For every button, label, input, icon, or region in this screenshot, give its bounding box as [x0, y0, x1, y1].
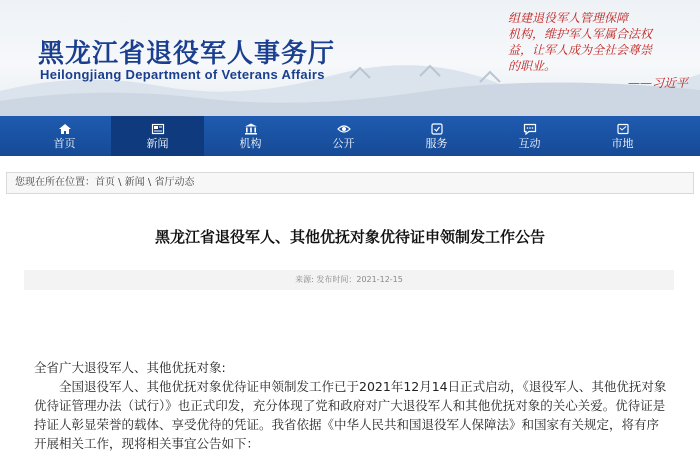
nav-item-interaction[interactable]: [483, 116, 576, 156]
nav-item-organization[interactable]: [204, 116, 297, 156]
building-icon: [244, 123, 258, 135]
article-salutation: 全省广大退役军人、其他优抚对象:: [34, 360, 226, 375]
article-body: [34, 358, 668, 453]
quote-line: 的职业。: [508, 59, 557, 73]
nav-item-cities[interactable]: [576, 116, 669, 156]
quote-line: 组建退役军人管理保障: [508, 11, 629, 25]
quote-author: ——习近平: [627, 76, 688, 90]
nav-label: 首页: [53, 136, 76, 150]
map-icon: [616, 123, 630, 135]
site-title[interactable]: 黑龙江省退役军人事务厅: [38, 39, 336, 69]
breadcrumb-link-news[interactable]: 新闻: [124, 177, 145, 188]
quote-line: 益，让军人成为全社会尊崇: [508, 43, 653, 57]
article-title: 黑龙江省退役军人、其他优抚对象优待证申领制发工作公告: [154, 228, 545, 246]
site-title-english: Heilongjiang Department of Veterans Affairs: [40, 67, 325, 82]
breadcrumb-link-home[interactable]: 首页: [95, 177, 115, 188]
nav-label: 互动: [518, 136, 541, 150]
nav-label: 市地: [611, 136, 634, 150]
breadcrumb-prefix: 您现在所在位置：: [15, 177, 95, 188]
main-nav: [0, 116, 700, 156]
nav-item-news[interactable]: [111, 116, 204, 156]
breadcrumb-separator: \: [115, 177, 125, 188]
breadcrumb-separator: \: [144, 177, 155, 188]
article-paragraph: 全国退役军人、其他优抚对象优待证申领制发工作已于2021年12月14日正式启动，《退役军人、其他优抚对象优待证管理办法（试行）》也正式印发，充分体现了党和政府对广大退役军人和其他优抚对象的关心关爱。优待证是持证人彰显荣誉的载体、享受优待的凭证。我省依据《中华人民共和国退役军人保障法》和国家有关规定，将有序开展相关工作，现将相关事宜公告如下：: [34, 379, 667, 451]
nav-item-public[interactable]: [297, 116, 390, 156]
nav-label: 新闻: [146, 136, 169, 150]
article-meta: 来源: 发布时间：2021-12-15: [24, 270, 674, 290]
service-icon: [430, 123, 444, 135]
nav-label: 机构: [239, 136, 262, 150]
nav-label: 公开: [332, 136, 355, 150]
home-icon: [58, 123, 72, 135]
nav-item-home[interactable]: [18, 116, 111, 156]
nav-item-service[interactable]: [390, 116, 483, 156]
chat-icon: [523, 123, 537, 135]
header-banner: [0, 0, 700, 116]
news-icon: [151, 123, 165, 135]
quote-line: 机构，维护军人军属合法权: [508, 27, 653, 41]
breadcrumb: [6, 172, 694, 194]
eye-icon: [337, 123, 351, 135]
breadcrumb-link-department-news[interactable]: 省厅动态: [154, 177, 195, 188]
leader-quote: [508, 10, 696, 74]
nav-label: 服务: [425, 136, 448, 150]
